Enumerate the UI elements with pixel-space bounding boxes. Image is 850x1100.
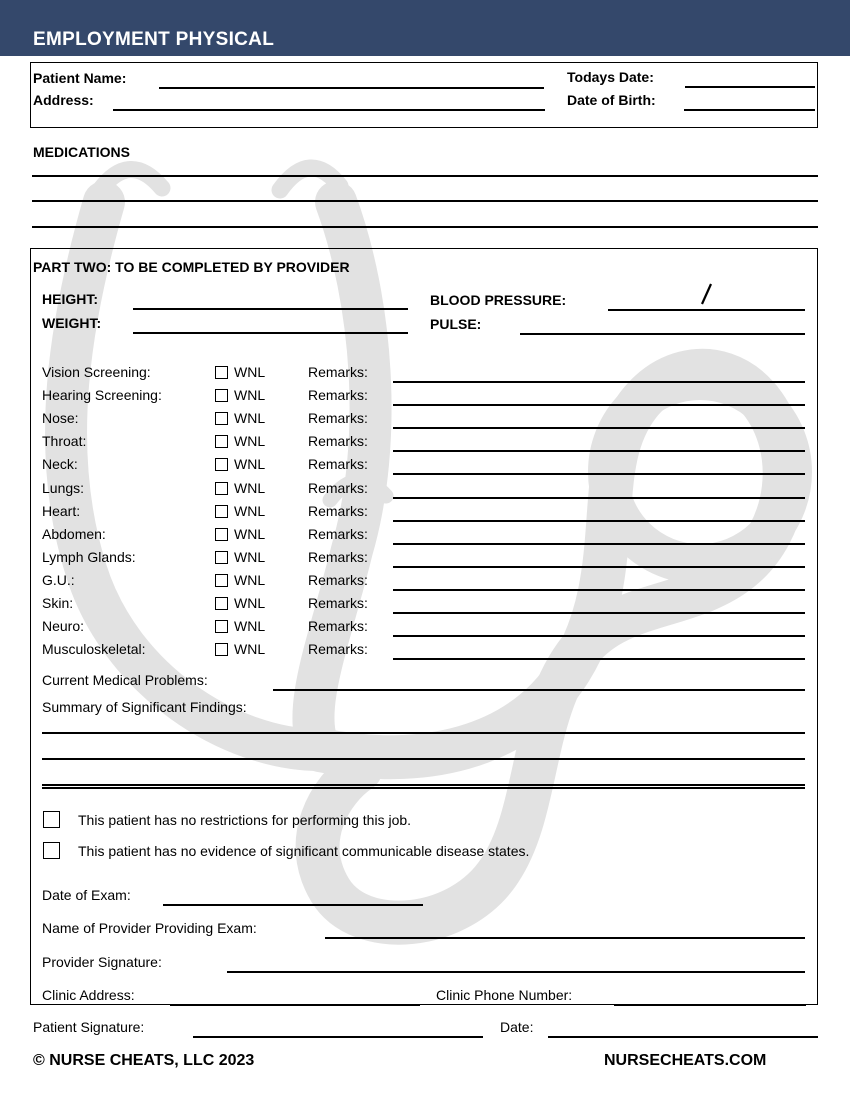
exam-row-label: Nose: — [42, 410, 79, 427]
height-input-line[interactable] — [133, 308, 408, 310]
exam-row-remarks-input-line[interactable] — [393, 497, 805, 499]
exam-row-remarks-input-line[interactable] — [393, 427, 805, 429]
pulse-label: PULSE: — [430, 316, 482, 332]
clinic-address-input-line[interactable] — [170, 1004, 420, 1006]
exam-row-remarks-label: Remarks: — [308, 387, 368, 404]
provider-name-label: Name of Provider Providing Exam: — [42, 920, 257, 936]
date-of-birth-input-line[interactable] — [684, 109, 815, 111]
patient-name-input-line[interactable] — [159, 87, 544, 89]
summary-line-1[interactable] — [42, 732, 805, 734]
medications-heading: MEDICATIONS — [33, 144, 130, 160]
summary-line-3[interactable] — [42, 784, 805, 786]
exam-row-label: Heart: — [42, 502, 81, 519]
exam-row-wnl-checkbox[interactable] — [215, 389, 228, 402]
exam-row-label: Throat: — [42, 433, 87, 450]
summary-line-4[interactable] — [42, 787, 805, 789]
no-communicable-disease-label: This patient has no evidence of significant communicable disease states. — [78, 843, 530, 859]
exam-row-remarks-label: Remarks: — [308, 410, 368, 427]
exam-row-wnl-label: WNL — [234, 502, 266, 519]
exam-row-wnl-label: WNL — [234, 548, 266, 565]
exam-row-wnl-checkbox[interactable] — [215, 574, 228, 587]
pulse-input-line[interactable] — [520, 333, 805, 335]
exam-row-wnl-label: WNL — [234, 595, 266, 611]
exam-row-wnl-checkbox[interactable] — [215, 412, 228, 425]
exam-row-remarks-label: Remarks: — [308, 548, 368, 565]
address-label: Address: — [33, 92, 94, 108]
exam-row-remarks-input-line[interactable] — [393, 381, 805, 383]
provider-name-input-line[interactable] — [325, 937, 805, 939]
exam-row-remarks-label: Remarks: — [308, 502, 368, 519]
exam-row-remarks-label: Remarks: — [308, 433, 368, 450]
todays-date-input-line[interactable] — [685, 86, 815, 88]
exam-row-remarks-label: Remarks: — [308, 364, 368, 380]
exam-row-remarks-label: Remarks: — [308, 525, 368, 542]
exam-row-remarks-label: Remarks: — [308, 571, 368, 588]
exam-row-label: Abdomen: — [42, 525, 106, 542]
todays-date-label: Todays Date: — [567, 69, 654, 85]
clinic-phone-label: Clinic Phone Number: — [436, 987, 573, 1003]
exam-row-wnl-checkbox[interactable] — [215, 643, 228, 656]
exam-row-wnl-label: WNL — [234, 364, 266, 380]
patient-signature-label: Patient Signature: — [33, 1019, 145, 1035]
provider-signature-input-line[interactable] — [227, 971, 805, 973]
blood-pressure-input-line[interactable] — [608, 309, 805, 311]
patient-signature-input-line[interactable] — [193, 1036, 483, 1038]
exam-row-remarks-input-line[interactable] — [393, 520, 805, 522]
weight-input-line[interactable] — [133, 332, 408, 334]
exam-row-wnl-label: WNL — [234, 387, 266, 404]
provider-signature-label: Provider Signature: — [42, 954, 162, 970]
exam-row-remarks-input-line[interactable] — [393, 589, 805, 591]
exam-row-remarks-label: Remarks: — [308, 456, 368, 473]
exam-row-remarks-label: Remarks: — [308, 641, 368, 658]
exam-row-wnl-checkbox[interactable] — [215, 482, 228, 495]
date-of-birth-label: Date of Birth: — [567, 92, 656, 108]
no-restrictions-label: This patient has no restrictions for performing this job. — [78, 812, 412, 828]
exam-row-remarks-label: Remarks: — [308, 595, 368, 611]
summary-line-2[interactable] — [42, 758, 805, 760]
medications-line-3[interactable] — [32, 226, 818, 228]
exam-row-remarks-input-line[interactable] — [393, 473, 805, 475]
current-medical-problems-label: Current Medical Problems: — [42, 672, 208, 688]
exam-row-wnl-label: WNL — [234, 479, 266, 496]
exam-row-remarks-input-line[interactable] — [393, 404, 805, 406]
exam-row-wnl-label: WNL — [234, 571, 266, 588]
provider-section-box — [30, 248, 818, 1005]
exam-row-wnl-label: WNL — [234, 641, 266, 658]
exam-row-remarks-input-line[interactable] — [393, 566, 805, 568]
exam-row-wnl-label: WNL — [234, 456, 266, 473]
exam-row-wnl-checkbox[interactable] — [215, 620, 228, 633]
clinic-address-label: Clinic Address: — [42, 987, 135, 1003]
medications-line-1[interactable] — [32, 175, 818, 177]
exam-row-label: Vision Screening: — [42, 364, 151, 380]
address-input-line[interactable] — [113, 109, 545, 111]
footer-date-input-line[interactable] — [548, 1036, 818, 1038]
exam-row-wnl-label: WNL — [234, 433, 266, 450]
exam-row-wnl-checkbox[interactable] — [215, 597, 228, 610]
weight-label: WEIGHT: — [42, 315, 102, 331]
summary-of-findings-label: Summary of Significant Findings: — [42, 699, 247, 715]
exam-row-label: Hearing Screening: — [42, 387, 162, 404]
exam-row-wnl-checkbox[interactable] — [215, 528, 228, 541]
exam-row-remarks-input-line[interactable] — [393, 543, 805, 545]
footer-date-label: Date: — [500, 1019, 534, 1035]
height-label: HEIGHT: — [42, 291, 98, 307]
date-of-exam-input-line[interactable] — [163, 904, 423, 906]
website-text: NURSECHEATS.COM — [604, 1052, 767, 1069]
exam-row-label: Musculoskeletal: — [42, 641, 146, 658]
part-two-heading: PART TWO: TO BE COMPLETED BY PROVIDER — [33, 259, 350, 275]
patient-name-label: Patient Name: — [33, 70, 127, 86]
medications-line-2[interactable] — [32, 200, 818, 202]
date-of-exam-label: Date of Exam: — [42, 887, 131, 903]
exam-row-label: Neuro: — [42, 618, 85, 635]
exam-row-label: Neck: — [42, 456, 78, 473]
exam-row-remarks-label: Remarks: — [308, 618, 368, 635]
exam-row-wnl-checkbox[interactable] — [215, 435, 228, 448]
exam-row-remarks-input-line[interactable] — [393, 612, 805, 614]
exam-row-wnl-checkbox[interactable] — [215, 366, 228, 379]
exam-row-wnl-checkbox[interactable] — [215, 505, 228, 518]
clinic-phone-input-line[interactable] — [614, 1004, 806, 1006]
blood-pressure-label: BLOOD PRESSURE: — [430, 292, 567, 308]
exam-row-label: Lungs: — [42, 479, 85, 496]
no-restrictions-checkbox[interactable] — [43, 811, 60, 828]
exam-row-wnl-label: WNL — [234, 410, 266, 427]
exam-row-remarks-input-line[interactable] — [393, 450, 805, 452]
exam-row-label: Skin: — [42, 595, 74, 611]
exam-row-remarks-label: Remarks: — [308, 479, 368, 496]
exam-row-remarks-input-line[interactable] — [393, 635, 805, 637]
exam-row-remarks-input-line[interactable] — [393, 658, 805, 660]
exam-row-wnl-checkbox[interactable] — [215, 551, 228, 564]
patient-info-box — [30, 62, 818, 128]
page-title: EMPLOYMENT PHYSICAL — [33, 29, 275, 50]
exam-row-label: G.U.: — [42, 571, 75, 588]
no-communicable-disease-checkbox[interactable] — [43, 842, 60, 859]
current-medical-problems-input-line[interactable] — [273, 689, 805, 691]
exam-row-wnl-checkbox[interactable] — [215, 458, 228, 471]
blood-pressure-slash-icon — [700, 283, 714, 305]
exam-row-wnl-label: WNL — [234, 618, 266, 635]
exam-row-wnl-label: WNL — [234, 525, 266, 542]
exam-row-label: Lymph Glands: — [42, 548, 136, 565]
copyright-text: © NURSE CHEATS, LLC 2023 — [33, 1052, 255, 1069]
